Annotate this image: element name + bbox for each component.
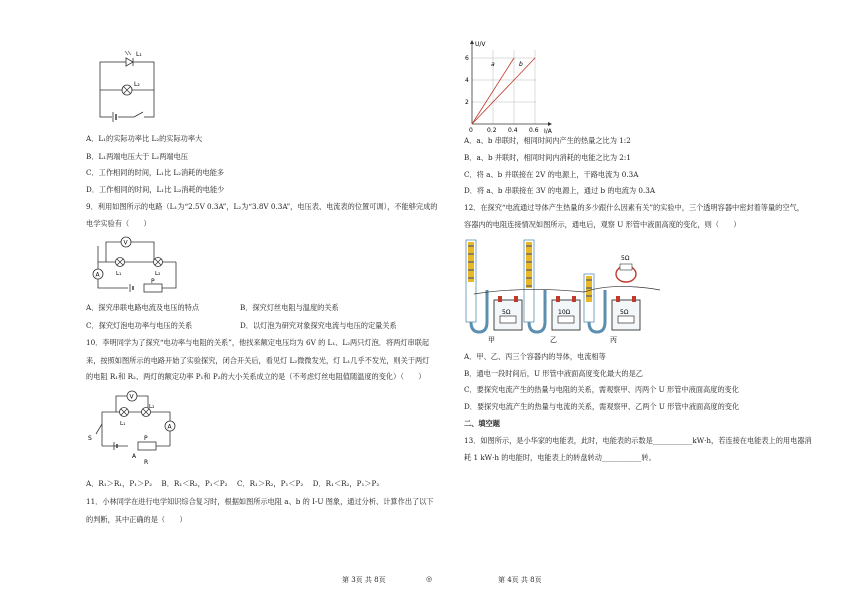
graph-ylabel: U/V [475, 41, 486, 48]
graph-xtick-0.2: 0.2 [487, 127, 497, 134]
q13-stem-line-2: 耗 1 kW·h 的电能时，电能表上的转盘转动___________转。 [464, 453, 656, 462]
graph-xtick-0: 0 [469, 127, 473, 134]
fig10-l1-label: L₁ [120, 421, 126, 427]
graph-ytick-4: 4 [465, 77, 469, 84]
q9-circuit-figure [88, 234, 184, 298]
fig9-slider-label: P [151, 278, 155, 285]
fig12-label-bing: 丙 [610, 336, 617, 344]
q11-option-a: A．a、b 串联时，相同时间内产生的热量之比为 1:2 [464, 136, 631, 145]
q12-stem-line-2: 容器内的电阻连接情况如图所示，通电后，观察 U 形管中液面高度的变化，则（ ） [464, 220, 741, 229]
q9-option-b: B．探究灯丝电阻与温度的关系 [240, 303, 339, 312]
q10-stem-line-3: 的电阻 R₁和 R₂、两灯的额定功率 P₁和 P₂的大小关系成立的是（不考虑灯丝电阻值随温度的变化）（ ） [86, 372, 426, 381]
q11-option-c: C．将 a、b 并联接在 2V 的电源上，干路电流为 0.3A [464, 170, 639, 179]
q10-circuit-figure [88, 384, 184, 468]
q8-option-b: B．L₁两端电压大于 L₂两端电压 [86, 152, 188, 161]
fig10-a-label: A [132, 453, 137, 460]
q11-iu-graph [464, 38, 564, 134]
graph-ytick-2: 2 [465, 99, 469, 106]
q9-stem-line-2: 电学实验有（ ） [86, 219, 151, 228]
fig8-l1-label: L₁ [136, 51, 142, 58]
q12-option-a: A．甲、乙、丙三个容器内的导体，电流相等 [464, 352, 606, 361]
fig12-top-resistor-label: 5Ω [621, 255, 630, 262]
q9-option-c: C．探究灯泡电功率与电压的关系 [86, 321, 193, 330]
q12-option-c: C．要探究电流产生的热量与电阻的关系，需观察甲、丙两个 U 形管中液面高度的变化 [464, 385, 739, 394]
fig10-slider-label: P [144, 435, 148, 442]
q10-stem-line-2: 来，按照如图所示的电路开始了实验探究，闭合开关后，看见灯 L₂微微发光，灯 L₁几乎不发光，则关于两灯 [86, 356, 430, 365]
fig10-l2-label: L₂ [149, 404, 155, 410]
fig12-label-yi: 乙 [550, 336, 557, 344]
q10-stem-line-1: 10．李明同学为了探究“电功率与电阻的关系”，他找来额定电压均为 6V 的 L₁、L₂两只灯泡．将两灯串联起 [86, 338, 430, 347]
q11-stem-line-2: 的判断，其中正确的是（ ） [86, 515, 187, 524]
fig9-l2-label: L₂ [155, 271, 161, 277]
footer-center-mark: ◎ [426, 575, 433, 583]
fig10-switch-label: S [88, 435, 92, 442]
q11-option-b: B．a、b 并联时，相同时间内消耗的电能之比为 2:1 [464, 153, 631, 162]
q12-option-b: B．通电一段时间后，U 形管中液面高度变化最大的是乙 [464, 369, 643, 378]
fig9-voltmeter-label: V [123, 239, 128, 247]
graph-ytick-6: 6 [465, 55, 469, 62]
q9-option-a: A．探究串联电路电流及电压的特点 [86, 303, 200, 312]
q8-circuit-figure [92, 42, 162, 126]
q9-option-d: D．以灯泡为研究对象探究电流与电压的定量关系 [240, 321, 397, 330]
fig10-ammeter-label: A [167, 423, 172, 431]
q12-option-d: D．要探究电流产生的热量与电流的关系，需观察甲、乙两个 U 形管中液面高度的变化 [464, 402, 740, 411]
q11-stem-line-1: 11．小林同学在进行电学知识综合复习时，根据如图所示电阻 a、b 的 I-U 图象，通过分析、计算作出了以下 [86, 497, 434, 506]
graph-xlabel: I/A [544, 128, 552, 134]
fig9-ammeter-label: A [95, 271, 100, 279]
fig12-resistor-3-label: 5Ω [620, 309, 629, 316]
q10-options: A．R₁＞R₁，P₁＞P₂ B．R₁＜R₂，P₁＜P₂ C．R₁＞R₂，P₁＜P₂ D．R₁＜R₂，P₁＞P₂ [86, 479, 380, 488]
q12-stem-line-1: 12．在探究“电流通过导体产生热量的多少跟什么因素有关”的实验中，三个透明容器中密封着等量的空气， [464, 203, 804, 212]
fig9-l1-label: L₁ [116, 271, 122, 277]
fig12-resistor-1-label: 5Ω [502, 309, 511, 316]
fig12-resistor-2-label: 10Ω [558, 309, 571, 316]
q13-stem-line-1: 13．如图所示，是小华家的电能表，此时，电能表的示数是___________kW·h，若连接在电能表上的用电器消 [464, 436, 812, 445]
q9-stem-line-1: 9．利用如图所示的电路（L₁为“2.5V 0.3A”，L₂为“3.8V 0.3A”，电压表、电流表的位置可调），不能够完成的 [86, 202, 438, 211]
graph-line-b-label: b [519, 61, 523, 68]
graph-line-a-label: a [491, 61, 495, 68]
footer-right-page-number: 第 4页 共 8页 [498, 576, 542, 584]
fig8-l2-label: L₂ [134, 81, 140, 88]
fig10-voltmeter-label: V [129, 393, 134, 401]
graph-xtick-0.6: 0.6 [529, 127, 539, 134]
fig12-label-jia: 甲 [488, 336, 495, 344]
section-heading-fill-in: 二、填空题 [464, 419, 500, 428]
fig10-r-label: R [144, 459, 149, 466]
q8-option-d: D．工作相同的时间，L₁比 L₂消耗的电能少 [86, 185, 225, 194]
q8-option-a: A．L₁的实际功率比 L₂的实际功率大 [86, 134, 203, 143]
q8-option-c: C．工作相同的时间，L₁比 L₂消耗的电能多 [86, 168, 225, 177]
footer-left-page-number: 第 3页 共 8页 [342, 576, 386, 584]
graph-xtick-0.4: 0.4 [508, 127, 518, 134]
q12-apparatus-figure [464, 234, 664, 346]
q11-option-d: D．将 a、b 串联接在 3V 的电源上，通过 b 的电流为 0.3A [464, 186, 656, 195]
